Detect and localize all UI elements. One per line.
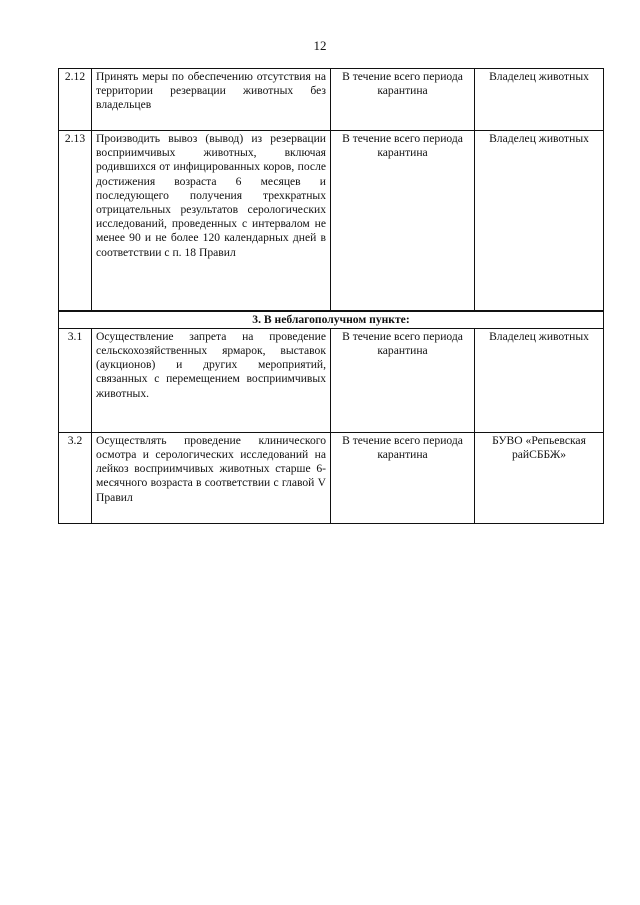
row-responsible: Владелец животных <box>475 131 604 311</box>
row-action: Осуществление запрета на проведение сельскохозяйственных ярмарок, выставок (аукционов) и других мероприятий, связанных с перемещением восприимчивых животных. <box>92 328 331 432</box>
row-action: Принять меры по обеспечению отсутствия на территории резервации животных без владельцев <box>92 69 331 131</box>
row-responsible: Владелец животных <box>475 328 604 432</box>
row-number: 2.12 <box>59 69 92 131</box>
row-term: В течение всего периода карантина <box>331 328 475 432</box>
row-action: Производить вывоз (вывод) из резервации восприимчивых животных, включая родившихся от инфицированных коров, после достижения возраста 6 месяцев и последующего получения трехкратных отрицательных результатов серологических исследований, проведенных с интервалом не менее 90 и не более 120 календарных дней в соответствии с п. 18 Правил <box>92 131 331 311</box>
section-title: 3. В неблагополучном пункте: <box>59 311 604 329</box>
row-term: В течение всего периода карантина <box>331 69 475 131</box>
page-number: 12 <box>313 38 327 53</box>
table-row <box>59 432 604 523</box>
row-number: 3.2 <box>59 432 92 523</box>
row-action: Осуществлять проведение клинического осмотра и серологических исследований на лейкоз восприимчивых животных старше 6-месячного возраста в соответствии с главой V Правил <box>92 432 331 523</box>
measures-table <box>58 68 604 524</box>
table-row <box>59 69 604 131</box>
table-row <box>59 328 604 432</box>
section-header-row <box>59 311 604 329</box>
row-term: В течение всего периода карантина <box>331 131 475 311</box>
row-term: В течение всего периода карантина <box>331 432 475 523</box>
row-responsible: Владелец животных <box>475 69 604 131</box>
row-responsible: БУВО «Репьевская райСББЖ» <box>475 432 604 523</box>
row-number: 3.1 <box>59 328 92 432</box>
row-number: 2.13 <box>59 131 92 311</box>
table-row <box>59 131 604 311</box>
